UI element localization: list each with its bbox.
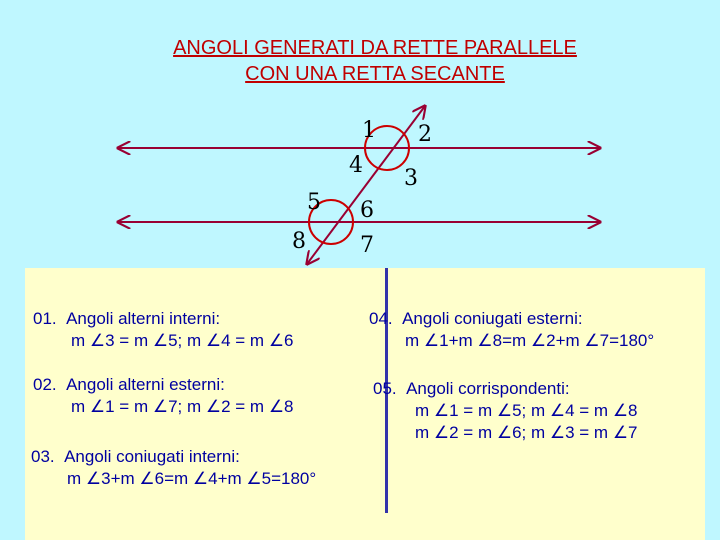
angle-label-1: 1 [362,118,376,143]
angle-label-6: 6 [360,198,374,223]
item-detail: m ∠3 = m ∠5; m ∠4 = m ∠6 [71,331,294,350]
item-number: 03. [31,447,55,466]
item-number: 01. [33,309,57,328]
item-title: Angoli coniugati esterni: [402,309,583,328]
item-title: Angoli coniugati interni: [64,447,240,466]
item-detail: m ∠3+m ∠6=m ∠4+m ∠5=180° [67,469,317,488]
page-title-line-2: CON UNA RETTA SECANTE [245,63,505,85]
item-detail: m ∠1 = m ∠5; m ∠4 = m ∠8 [415,401,638,420]
angle-label-5: 5 [307,190,321,215]
item-number: 02. [33,375,57,394]
angle-label-2: 2 [418,122,432,147]
item-title: Angoli corrispondenti: [406,379,570,398]
item-title: Angoli alterni esterni: [66,375,225,394]
item-number: 05. [373,379,397,398]
angle-label-3: 3 [404,166,418,191]
item-number: 04. [369,309,393,328]
item-detail: m ∠1+m ∠8=m ∠2+m ∠7=180° [405,331,655,350]
angle-label-8: 8 [292,229,306,254]
property-item-01 [33,308,294,352]
angle-label-7: 7 [360,233,374,258]
page-title-line-1: ANGOLI GENERATI DA RETTE PARALLELE [173,37,577,59]
item-detail: m ∠1 = m ∠7; m ∠2 = m ∠8 [71,397,294,416]
item-detail-2: m ∠2 = m ∠6; m ∠3 = m ∠7 [415,423,638,442]
property-item-02 [33,374,294,418]
item-title: Angoli alterni interni: [66,309,221,328]
property-item-03 [31,446,316,490]
property-item-04 [369,308,654,352]
angle-label-4: 4 [349,153,363,178]
properties-panel [25,268,705,540]
property-item-05 [373,378,638,444]
